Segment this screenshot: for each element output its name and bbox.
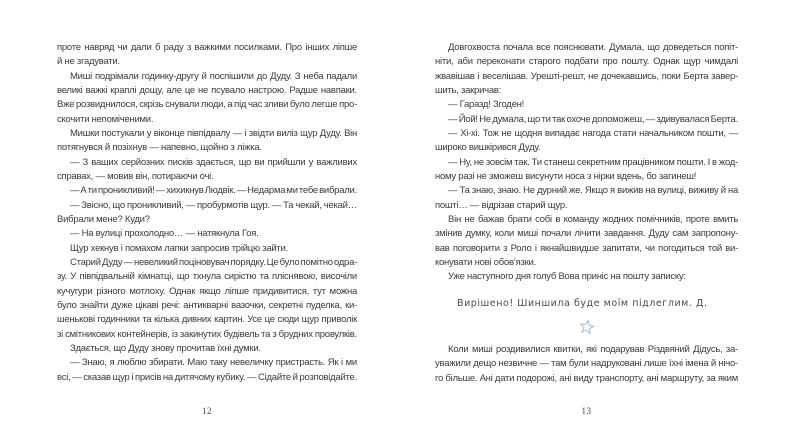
- text-line: Уже наступного дня голуб Вова приніс на пошту записку:: [448, 271, 686, 283]
- text-line: — Та знаю, знаю. Не дурний же. Якщо я вижив на вулиці, виживу й на: [448, 185, 739, 197]
- page-number-left: 12: [202, 406, 212, 416]
- text-line: зі смітникових контейнерів, із закинутих будівель та з брудних провулків.: [57, 328, 357, 340]
- text-line: всі, — сказав щур і присів на дитячому кубику. — Сідайте й розповідайте.: [57, 371, 357, 383]
- text-line: справах, — мовив він, потираючи очі.: [57, 170, 214, 182]
- text-line: — Звісно, що проникливий, — пробурмотів щур. — Та чекай, чекай…: [70, 199, 357, 211]
- text-line: Миші подрімали годинку-другу й поспішили до Дуду. З неба падали: [70, 70, 358, 82]
- text-line: — Гаразд! Згоден!: [448, 99, 524, 111]
- text-line: Він не бажав брати собі в команду жодних помічників, проте вмить: [448, 213, 739, 225]
- text-line: зу. У півпідвальній кімнатці, що тхнула сирістю та пліснявою, височіли: [57, 271, 357, 283]
- text-line: — На вулиці прохолодно… — натякнула Гоя.: [70, 228, 259, 240]
- text-line: го більше. Ані дати подорожі, ані виду транспорту, ані маршруту, за яким: [435, 372, 738, 384]
- text-line: кучугури різного мотлоху. Однак якщо ліпше придивитися, тут можна: [57, 285, 358, 297]
- star-icon: [435, 319, 738, 337]
- text-line: — Йой! Не думала, що ти так охоче допоможеш, — здивувалася Берта.: [448, 113, 738, 125]
- text-line: Вибрали мене? Куди?: [57, 213, 150, 225]
- text-line: Вже розвиднилося, скрізь снували люди, а під час зливи було легше про-: [57, 99, 357, 111]
- text-line: жвавішав і веселішав. Урешті-решт, не дочекавшись, поки Берта завер-: [435, 70, 738, 82]
- text-line: — Знаю, я люблю збирати. Маю таку невеличку пристрасть. Як і ми: [70, 357, 357, 369]
- handwritten-note: Вирішено! Шиншила буде моїм підлеглим. Д.: [457, 297, 708, 309]
- text-line: великі важкі краплі дощу, але це не псувало настрою. Радше навпаки.: [57, 84, 358, 96]
- text-line: й не згадувати.: [57, 56, 120, 68]
- text-line: змінив думку, коли миші почали лічити завдання. Дуду сам запропону-: [435, 228, 739, 240]
- text-line: — З ваших серйозних писків здається, що ви прийшли у важливих: [70, 156, 357, 168]
- text-line: скочити непоміченими.: [57, 113, 154, 125]
- page-left: [57, 41, 357, 385]
- text-line: — Ну, не зовсім так. Ти станеш секретним працівником пошти. І в жод-: [448, 156, 738, 168]
- text-line: ніти, аби переконати старого подбати про пошту. Однак щур чимдалі: [435, 56, 739, 68]
- text-line: — Хі-хі. Тож не щодня випадає нагода стати начальником пошти, —: [448, 127, 738, 139]
- text-line: ному разі не зможеш висунути носа з нірки вдень, бо загинеш!: [435, 170, 697, 182]
- text-line: уважили дещо незвичне — там були надруковані лише їхні імена й нічо-: [435, 358, 738, 370]
- text-line: Щур хекнув і помахом лапки запросив трійцю зайти.: [70, 242, 288, 254]
- text-line: Мишки постукали у віконце півпідвалу — і звідти виліз щур Дуду. Він: [70, 127, 358, 139]
- text-line: потягнувся й позіхнув — напевно, щойно з ліжка.: [57, 142, 262, 154]
- text-line: проте навряд чи дали б раду з важкими посилками. Про інших ліпше: [57, 42, 358, 53]
- text-line: шить, закричав:: [435, 84, 502, 96]
- text-line: Довгохвоста почала все пояснювати. Думала, що доведеться попіт-: [448, 42, 739, 53]
- text-line: Коли миші роздивилися квитки, які подарував Різдвяний Дідусь, за-: [448, 343, 738, 355]
- text-line: Здається, що Дуду знову прочитав їхні думки.: [70, 342, 261, 354]
- text-line: Старий Дуду — невеликий поціновувач порядку. Це було помітно одра-: [70, 256, 358, 268]
- text-line: пошті… — відрізав старий щур.: [435, 199, 568, 211]
- text-line: шенькові годинники та кілька дивних картин. Усе це сюди щур приволік: [57, 314, 358, 326]
- text-line: широко вишкірився Дуду.: [435, 142, 541, 154]
- text-line: вав поговорити з Роло і якнайшвидше запитати, чи погодиться той ви-: [435, 242, 739, 254]
- page-number-right: 13: [581, 406, 592, 416]
- text-line: було знайти дуже цікаві речі: антикварні вазочки, секретні пуделка, ки-: [57, 299, 357, 311]
- page-right: [435, 41, 738, 386]
- text-line: конувати нові обов’язки.: [435, 256, 536, 268]
- text-line: — А ти проникливий! — хихикнув Людвік. — Недарма ми тебе вибрали.: [70, 185, 357, 197]
